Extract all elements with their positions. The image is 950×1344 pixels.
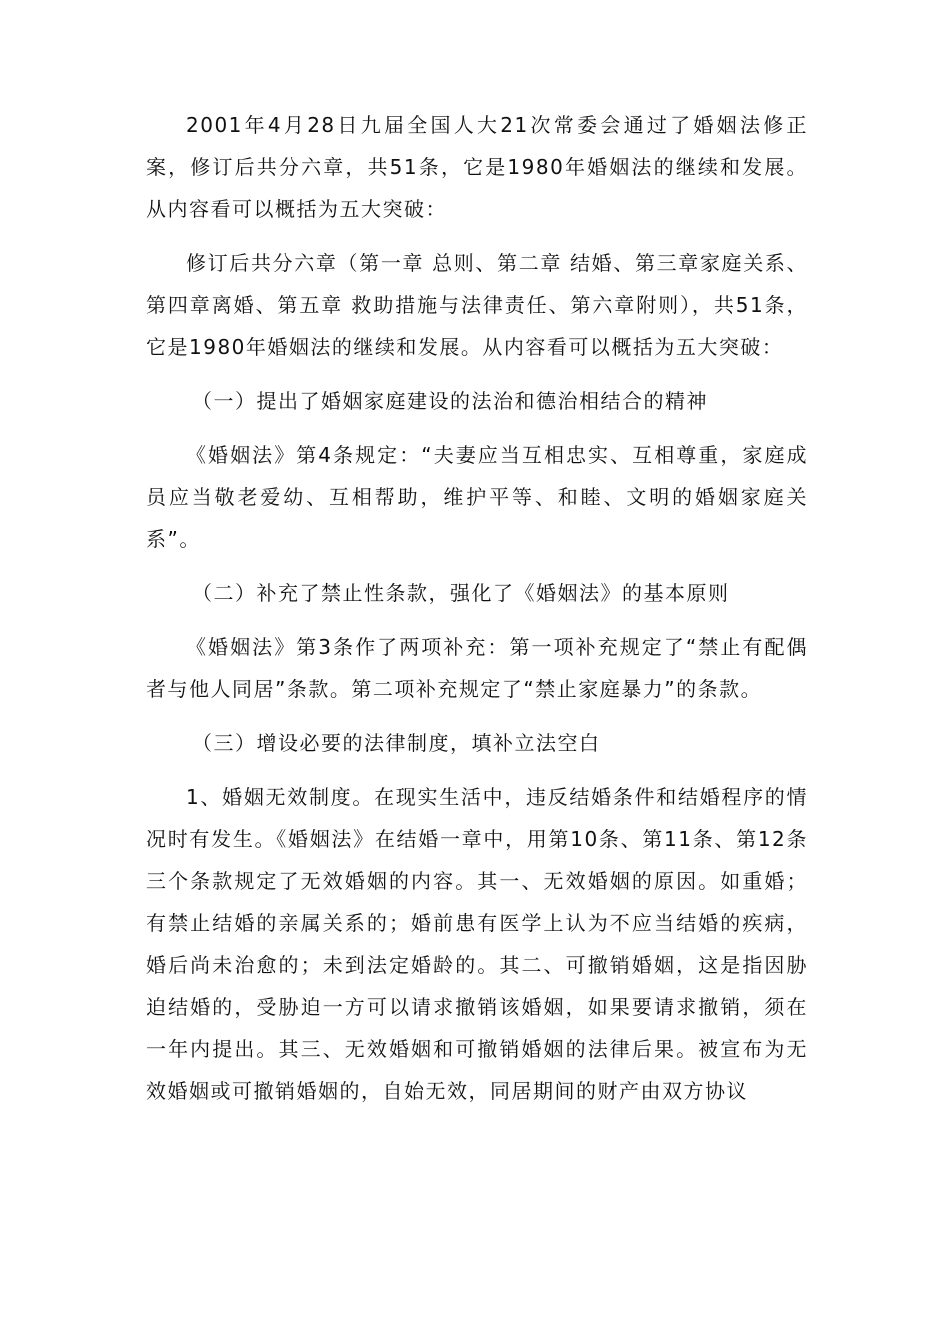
paragraph-article-3: 《婚姻法》第3条作了两项补充：第一项补充规定了“禁止有配偶者与他人同居”条款。第二项补充规定了“禁止家庭暴力”的条款。 <box>146 635 808 701</box>
paragraph-invalid-marriage: 1、婚姻无效制度。在现实生活中，违反结婚条件和结婚程序的情况时有发生。《婚姻法》在结婚一章中，用第10条、第11条、第12条三个条款规定了无效婚姻的内容。其一、无效婚姻的原因。如重婚；有禁止结婚的亲属关系的；婚前患有医学上认为不应当结婚的疾病，婚后尚未治愈的；未到法定婚龄的。其二、可撤销婚姻，这是指因胁迫结婚的，受胁迫一方可以请求撤销该婚姻，如果要请求撤销，须在一年内提出。其三、无效婚姻和可撤销婚姻的法律后果。被宣布为无效婚姻或可撤销婚姻的，自始无效，同居期间的财产由双方协议 <box>146 785 808 1103</box>
paragraph-article-4: 《婚姻法》第4条规定：“夫妻应当互相忠实、互相尊重，家庭成员应当敬老爱幼、互相帮助，维护平等、和睦、文明的婚姻家庭关系”。 <box>146 443 808 551</box>
paragraph-chapters: 修订后共分六章（第一章 总则、第二章 结婚、第三章家庭关系、第四章离婚、第五章 救助措施与法律责任、第六章附则），共51条，它是1980年婚姻法的继续和发展。从内容看可以概括为五大突破： <box>146 251 808 359</box>
section-heading-1: （一）提出了婚姻家庭建设的法治和德治相结合的精神 <box>192 389 708 413</box>
section-heading-3: （三）增设必要的法律制度，填补立法空白 <box>192 731 601 755</box>
section-heading-2: （二）补充了禁止性条款，强化了《婚姻法》的基本原则 <box>192 581 730 605</box>
document-body <box>146 104 808 1124</box>
paragraph-intro: 2001年4月28日九届全国人大21次常委会通过了婚姻法修正案，修订后共分六章，共51条，它是1980年婚姻法的继续和发展。从内容看可以概括为五大突破： <box>146 113 808 221</box>
